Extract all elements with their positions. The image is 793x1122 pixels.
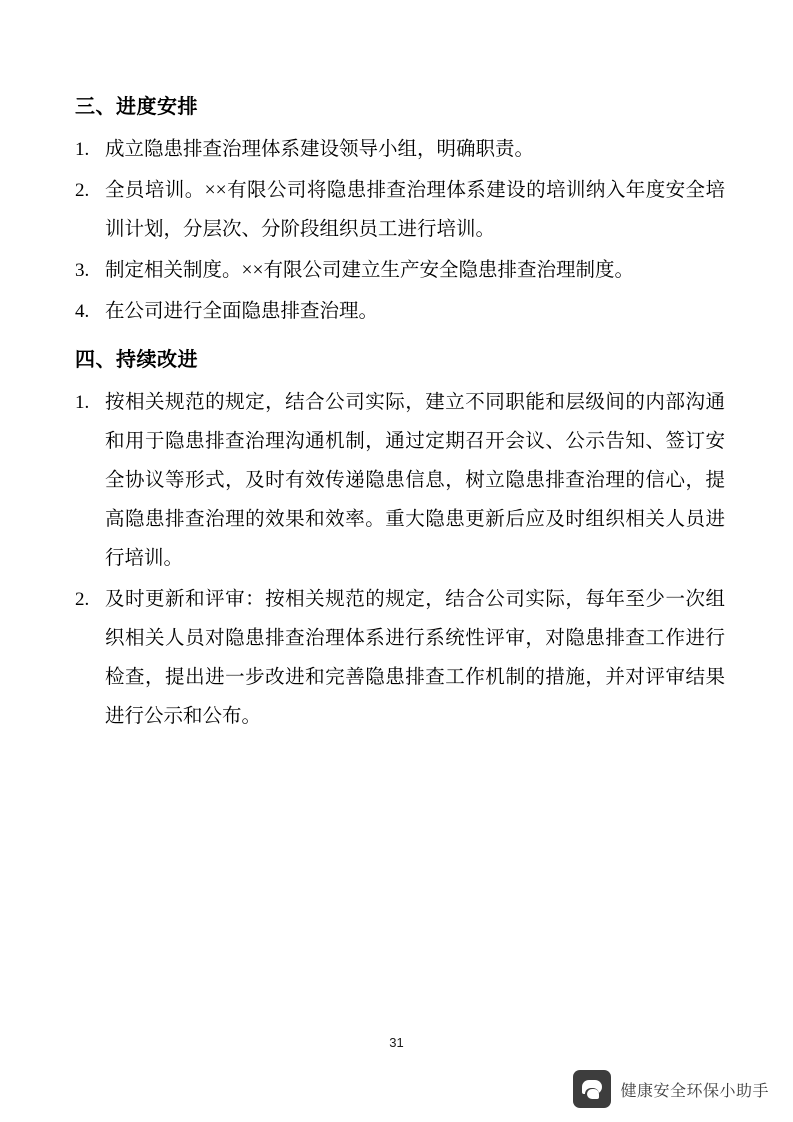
list-schedule	[75, 130, 725, 331]
list-marker: 4.	[75, 301, 90, 322]
list-marker: 2.	[75, 589, 90, 610]
list-item	[75, 251, 725, 290]
section-heading-schedule: 三、进度安排	[75, 96, 198, 118]
list-marker: 2.	[75, 180, 90, 201]
section-heading-continuous-improvement: 四、持续改进	[75, 349, 198, 371]
list-marker: 1.	[75, 139, 90, 160]
list-item	[75, 171, 725, 249]
list-item-text: 全员培训。××有限公司将隐患排查治理体系建设的培训纳入年度安全培训计划，分层次、分阶段组织员工进行培训。	[105, 180, 725, 240]
list-item-text: 制定相关制度。××有限公司建立生产安全隐患排查治理制度。	[105, 260, 634, 281]
list-item-text: 及时更新和评审：按相关规范的规定，结合公司实际，每年至少一次组织相关人员对隐患排查治理体系进行系统性评审，对隐患排查工作进行检查，提出进一步改进和完善隐患排查工作机制的措施，并对评审结果进行公示和公布。	[105, 589, 725, 727]
list-item	[75, 580, 725, 736]
list-item	[75, 292, 725, 331]
list-item	[75, 383, 725, 578]
list-item-text: 成立隐患排查治理体系建设领导小组，明确职责。	[105, 139, 535, 160]
footer-account-name: 健康安全环保小助手	[620, 1082, 769, 1100]
list-item-text: 按相关规范的规定，结合公司实际，建立不同职能和层级间的内部沟通和用于隐患排查治理沟通机制，通过定期召开会议、公示告知、签订安全协议等形式，及时有效传递隐患信息，树立隐患排查治理的信心，提高隐患排查治理的效果和效率。重大隐患更新后应及时组织相关人员进行培训。	[105, 392, 725, 569]
wechat-chat-icon	[573, 1070, 611, 1108]
list-continuous-improvement	[75, 383, 725, 736]
footer-account-badge	[573, 1070, 769, 1108]
list-item-text: 在公司进行全面隐患排查治理。	[105, 301, 379, 322]
page-number: 31	[389, 1035, 404, 1050]
list-item	[75, 130, 725, 169]
list-marker: 1.	[75, 392, 90, 413]
list-marker: 3.	[75, 260, 90, 281]
